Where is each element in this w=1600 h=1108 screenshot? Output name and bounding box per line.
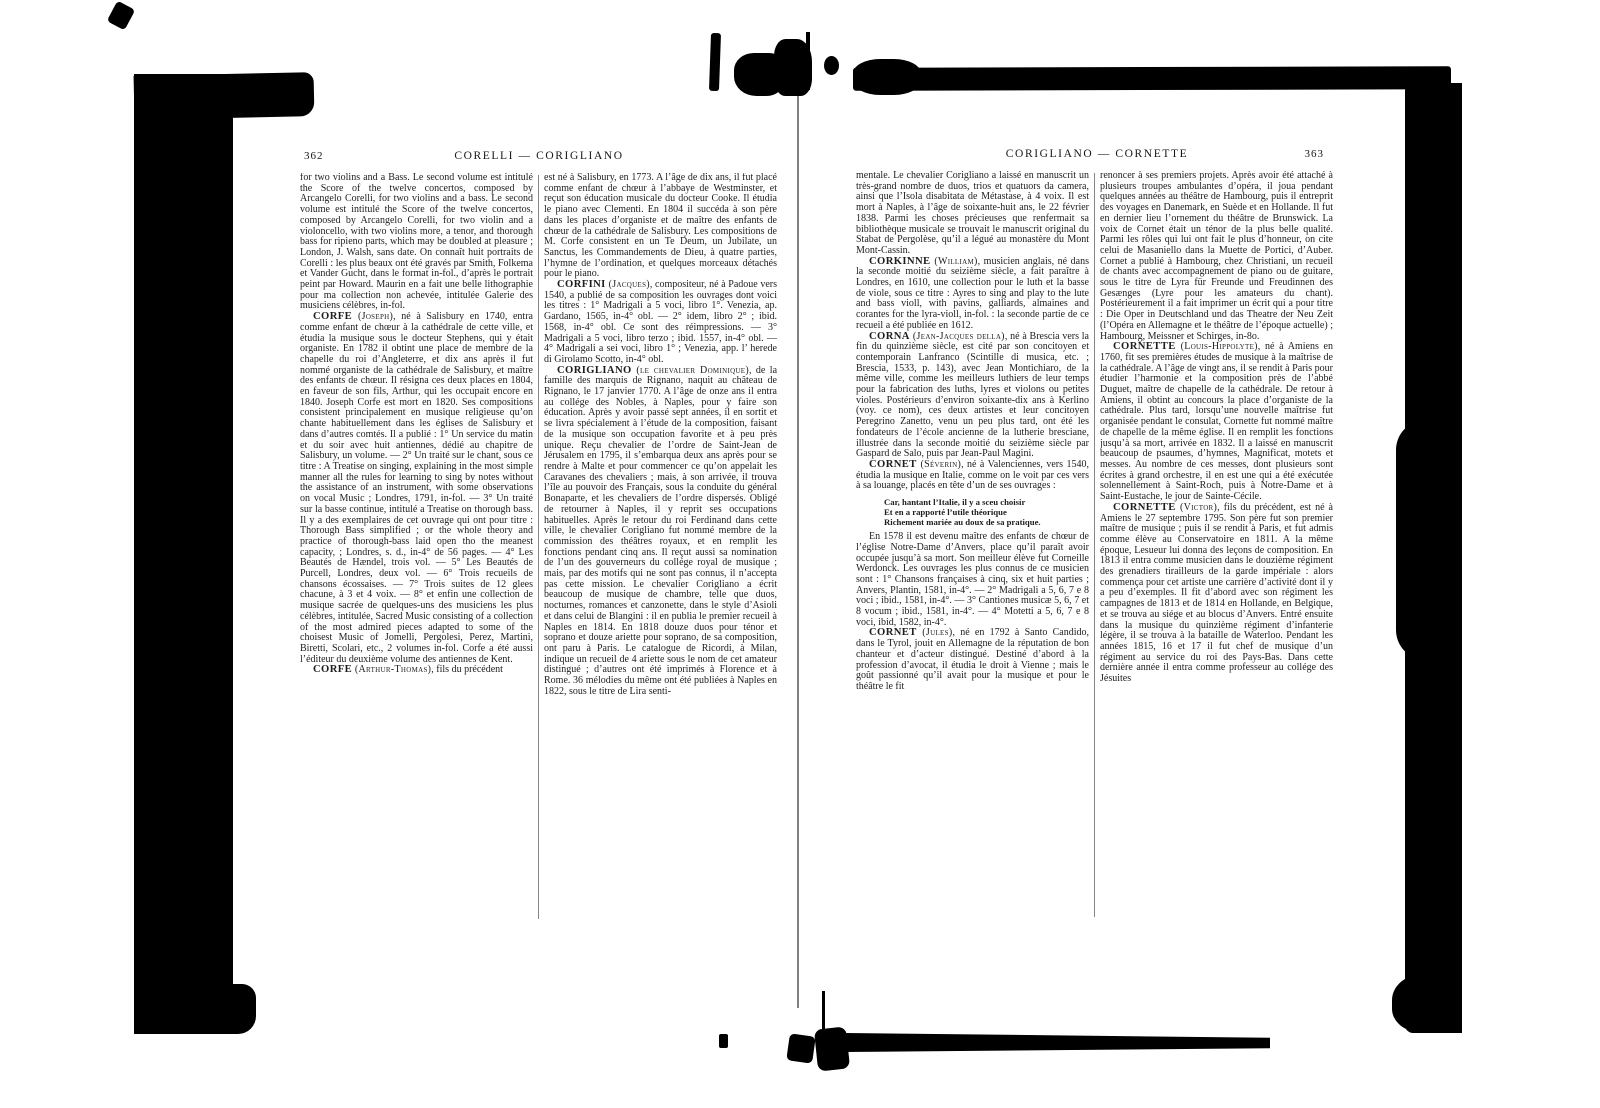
- scan-artifact-spine-top-dot: [824, 56, 839, 75]
- column-rule: [538, 175, 539, 919]
- entry-paragraph: [300, 665, 533, 676]
- entry-text: , né à Valenciennes, vers 1540, étudia la musique en Italie, comme on le voit par ces vers à sa louange, placés en tête d’un de ses ouvrages :: [856, 458, 1089, 492]
- entry-given-name: (Séverin): [916, 458, 962, 470]
- continuation-paragraph: [1100, 171, 1333, 342]
- paragraph-text: En 1578 il est devenu maître des enfants de chœur de l’église Notre-Dame d’Anvers, place qu’il paraît avoir occupée jusqu’à sa mort. Son meilleur élève fut Corneille Werdonck. Les ouvrages les plus connus de ce musicien sont : 1° Chansons françaises à cinq, six et huit parties ; Anvers, Plantin, 1581, in-4°. — 2° Madrigali a 5, 6, 7 e 8 voci ; ibid., 1581, in-4°. — 3° Cantiones musicæ 5, 6, 7 et 8 vocum ; ibid., 1581, in-4°. — 4° Motetti a 5, 6, 7 e 8 voci, ibid, 1582, in-4°.: [856, 531, 1089, 628]
- paragraph-text: for two violins and a Bass. Le second volume est intitulé the Score of the twelve concertos, composed by Arcangelo Corelli, for two violins and a bass. Le second volume est intitulé the Score of the twelve concertos, composed by Arcangelo Corelli, for two violin and a violoncello, with two violins more, a tenor, and thorough bass for ripieno parts, which may be doubled at pleasure ; London, J. Walsh, sans date. On connaît huit portraits de Corelli : les plus beaux ont été gravés par Smith, Folkema et Vander Gucht, dans le format in-fol., d’après le portrait peint par Howard. Maurin en a fait une belle lithographie pour ma collection non achevée, intitulée Galerie des musiciens célèbres, in-fol.: [300, 173, 533, 312]
- entry-given-name: (Jean-Jacques della): [909, 330, 1005, 342]
- text-column: [300, 173, 533, 925]
- entry-given-name: (William): [930, 255, 978, 267]
- entry-text: , compositeur, né à Padoue vers 1540, a publié de sa composition les ouvrages dont voici les titres : 1° Madrigali a 5 voci, libro 1°. Venezia, ap. Gardano, 1565, in-4° obl. — 2° idem, libro 2° ; ibid. 1568, in-4° obl. Ce sont des réimpressions. — 3° Madrigali a 5 voci, libro terzo ; ibid. 1557, in-4° obl. — 4° Madrigali a sei voci, libro 1° ; Venezia, app. l’ herede di Girolamo Scotto, in-4° obl.: [544, 279, 777, 365]
- scan-artifact-spine-top-line: [806, 32, 810, 90]
- entry-surname: CORFINI: [557, 279, 606, 291]
- scan-artifact-left-bottom-bump: [134, 984, 256, 1034]
- entry-given-name: (Joseph): [352, 311, 394, 323]
- entry-given-name: (Victor): [1175, 501, 1218, 513]
- entry-surname: CORFE: [313, 664, 353, 676]
- scan-artifact-bottom-mark-small: [719, 1034, 728, 1048]
- entry-paragraph: [300, 312, 533, 665]
- verse-line: Et en a rapporté l’utile théorique: [884, 507, 1007, 518]
- scan-artifact-top-right-bump: [853, 59, 921, 95]
- entry-surname: CORNET: [869, 458, 917, 470]
- scan-artifact-spine-top-stroke: [709, 33, 721, 91]
- continuation-paragraph: [300, 173, 533, 312]
- entry-text: , né à Salisbury en 1740, entra comme enfant de chœur à la cathédrale de cette ville, et étudia la musique sous le docteur Stephens, qui y était organiste. En 1782 il obtint une place de membre de la chapelle du roi d’Angleterre, et dix ans après il fut nommé organiste de la cathédrale de Salisbury, et maître des enfants de chœur. Il résigna ces deux places en 1804, en faveur de son fils, Arthur, qui les occupait encore en 1840. Joseph Corfe est mort en 1820. Ses compositions consistent principalement en musique religieuse qu’on chante habituellement dans les églises de Salisbury et dans d’autres comtés. Il a publié : 1° Un service du matin et du soir avec huit antiennes, dédié au chapitre de Salisbury, un volume. — 2° Un traité sur le chant, sous ce titre : A Treatise on singing, explaining in the most simple manner all the rules for learning to sing by notes without the assistance of an instrument, with some observations on vocal Music ; Londres, 1791, in-fol. — 3° Un traité sur la basse continue, intitulé a Treatise on thorough bass. Il y a des exemplaires de cet ouvrage qui ont pour titre : Thorough Bass simplified ; or the whole theory and practice of thorough-bass laid open tho the meanest capacity, ; Londres, s. d., in-4° de 56 pages. — 4° Les Beautés de Hændel, trois vol. — 5° Les Beautés de Purcell, Londres, deux vol. — 6° Trois recueils de chansons écossaises. — 7° Trois suites de 12 glees chacune, à 3 et 4 voix. — 8° et enfin une collection de musique sacrée de quelques-uns des musiciens les plus célèbres, intitulée, Sacred Music consisting of a collection of the most admired pieces adapted to some of the choisest Music of Jomelli, Pergolesi, Perez, Martini, Biretti, Scolari, etc., 2 volumes in-fol. Corfe a été aussi l’éditeur du deuxième volume des antiennes de Kent.: [300, 311, 533, 665]
- entry-surname: CORKINNE: [869, 255, 931, 267]
- scan-artifact-bottom-band: [845, 1033, 1270, 1052]
- page-header: [856, 148, 1338, 164]
- entry-paragraph: [1100, 342, 1333, 503]
- entry-surname: CORNET: [869, 627, 917, 639]
- running-title: CORELLI — CORIGLIANO: [454, 150, 624, 162]
- text-column: [544, 173, 777, 925]
- running-title: CORIGLIANO — CORNETTE: [1005, 148, 1189, 160]
- verse-quote: [884, 497, 1089, 527]
- page-number: 362: [304, 150, 324, 162]
- entry-given-name: (le chevalier Dominique): [631, 364, 749, 376]
- entry-paragraph: [1100, 503, 1333, 685]
- entry-text: , né en 1792 à Santo Candido, dans le Tyrol, jouit en Allemagne de la réputation de bon chanteur et d’acteur distingué. Destiné d’abord à la profession d’avocat, il étudia le droit à Vienne ; mais le goût passionné qu’il avait pour la musique et pour le théâtre le fit: [856, 627, 1089, 692]
- entry-paragraph: [544, 280, 777, 366]
- paragraph-text: mentale. Le chevalier Corigliano a laissé en manuscrit un très-grand nombre de duos, trios et quatuors da camera, ainsi que l’Isola disabitata de Métastase, à 4 voix. Il est mort à Naples, à l’âge de soixante-huit ans, le 22 février 1838. Parmi les choses précieuses que renfermait sa bibliothèque musicale se trouvait le manuscrit original du Stabat de Pergolèse, qu’il a légué au monastère du Mont Mont-Cassin.: [856, 171, 1089, 256]
- paragraph-text: renoncer à ses premiers projets. Après avoir été attaché à plusieurs troupes ambulantes d’opéra, il joua pendant quelques années au théâtre de Hambourg, puis il entreprit des voyages en Danemark, en Suède et en Hollande. Il fut en dernier lieu l’ornement du théâtre de Brunswick. La voix de Cornet était un ténor de la plus belle qualité. Parmi les rôles qui lui ont fait le plus d’honneur, on cite celui de Masaniello dans la Muette de Portici, d’Auber. Cornet a publié à Hambourg, chez Christiani, un recueil de chants avec accompagnement de piano ou de guitare, sous le titre de Lyra für Freunde und Freudinnen des Gesænges (Lyre pour les amateurs du chant). Postérieurement il a fait imprimer un écrit qui a pour titre : Die Oper in Deutschland und das Theatre der Neu Zeit (l’Opéra en Allemagne et le théâtre de l’époque actuelle) ; Hambourg, Meissner et Schirges, in-8o.: [1100, 171, 1333, 342]
- entry-surname: CORIGLIANO: [557, 364, 632, 376]
- entry-paragraph: [856, 628, 1089, 692]
- column-rule: [1094, 173, 1095, 917]
- entry-text: , de la famille des marquis de Rignano, naquit au château de Rignano, le 17 janvier 1770. A l’âge de onze ans il entra au collége des Nobles, à Naples, pour y faire son éducation. Après y avoir passé sept années, il en sortit et se livra spécialement à l’étude de la composition, faisant de la musique son occupation favorite et à peu près unique. Reçu chevalier de l’ordre de Saint-Jean de Jérusalem en 1795, il s’embarqua deux ans après pour se rendre à Malte et pour commencer ce qu’on appelait les Caravanes des chevaliers ; mais, à son arrivée, il trouva l’île au pouvoir des Français, sous la conduite du général Bonaparte, et les chevaliers de l’ordre dispersés. Obligé de retourner à Naples, il y reprit ses occupations habituelles. Après le retour du roi Ferdinand dans cette ville, le chevalier Corigliano fut nommé membre de la commission des théâtres royaux, et en remplit les fonctions pendant cinq ans. Il reçut aussi sa nomination de l’un des gouverneurs du collége royal de musique ; mais, par des motifs qui ne sont pas connus, il n’accepta pas cette mission. Le chevalier Corigliano a écrit beaucoup de musique de chambre, telle que duos, nocturnes, romances et canzonette, dans le style d’Asioli et dans celui de Blangini : il en publia le premier recueil à Naples en 1814. En 1818 douze duos pour ténor et soprano et douze ariette pour soprano, de sa composition, ont paru à Paris. Le catalogue de Ricordi, à Milan, indique un recueil de 4 ariette sous le nom de cet amateur distingué ; d’autres ont été imprimés à Florence et à Rome. 36 mélodies du même ont été publiées à Naples en 1822, sous le titre de Lira senti-: [544, 364, 777, 697]
- entry-text: , né à Brescia vers la fin du quinzième siècle, est cité par son concitoyen et contemporain Lanfranco (Scintille di musica, etc. ; Brescia, 1533, p. 143), avec Jean Montichiaro, de la même ville, comme les meilleurs luthiers de leur temps pour la fabrication des luths, lyres et violons ou petites violes. Postérieurs d’environ soixante-dix ans à Kerlino (voy. ce nom), ces deux artistes et leur concitoyen Peregrino Zanetto, venu un peu plus tard, ont été les fondateurs de l’école ancienne de la lutherie bresciane, illustrée dans la seconde moitié du seizième siècle par Gaspard de Salo, puis par Jean-Paul Magini.: [856, 330, 1089, 460]
- entry-given-name: (Louis-Hippolyte): [1175, 341, 1258, 353]
- text-column: [856, 171, 1089, 923]
- entry-text: , fils du précédent: [431, 664, 503, 676]
- scan-artifact-bottom-blob-1: [786, 1033, 816, 1063]
- continuation-paragraph: [544, 173, 777, 280]
- entry-text: , né à Amiens en 1760, fit ses premières études de musique à la maîtrise de la cathédrale. A l’âge de vingt ans, il se rendit à Paris pour étudier l’harmonie et la composition près de l’abbé Duguet, maître de chapelle de la cathédrale. De retour à Amiens, il obtint au concours la place d’organiste de la cathédrale. Plus tard, lorsqu’une nouvelle maîtrise fut organisée pendant le consulat, Cornette fut nommé maître de chapelle de la même église. Il en remplit les fonctions jusqu’à sa mort, arrivée en 1832. Il a laissé en manuscrit beaucoup de psaumes, d’hymnes, Magnificat, motets et messes. Au nombre de ces messes, dont plusieurs sont écrites à grand orchestre, il en est une qui a été exécutée solennellement à Saint-Roch, puis à Notre-Dame et à Saint-Eustache, le jour de Sainte-Cécile.: [1100, 341, 1333, 503]
- text-column: [1100, 171, 1333, 923]
- scan-artifact-top-left-mark: [107, 1, 135, 31]
- entry-paragraph: [544, 366, 777, 698]
- entry-paragraph: [856, 460, 1089, 492]
- entry-surname: CORFE: [313, 311, 353, 323]
- continuation-paragraph: [856, 171, 1089, 257]
- page-number: 363: [1304, 148, 1324, 160]
- page-right: [856, 148, 1338, 923]
- entry-given-name: (Arthur-Thomas): [352, 664, 432, 676]
- body-paragraph: [856, 532, 1089, 628]
- entry-text: , fils du précédent, est né à Amiens le 27 septembre 1795. Son père fut son premier maître de musique ; puis il se rendit à Paris, et fut admis comme élève au Conservatoire en 1811. A la même époque, Lesueur lui donna des leçons de composition. En 1813 il entra comme musicien dans le douzième régiment des grenadiers tirailleurs de la garde impériale : alors commença pour cet artiste une carrière d’activité dont il y a peu d’exemples. Il fit d’abord avec son régiment les campagnes de 1813 et de 1814 en Hollande, en Belgique, et se trouva au siége et au blocus d’Anvers. Entré ensuite dans la musique du quinzième régiment d’infanterie légère, il se trouva à la bataille de Waterloo. Pendant les années 1815, 16 et 17 il fut chef de musique d’un régiment au service du roi des Pays-Bas. Dans cette dernière année il entra comme professeur au collége des Jésuites: [1100, 501, 1333, 685]
- scan-artifact-bottom-blob-2: [814, 1026, 850, 1071]
- scan-artifact-top-right-bar: [853, 66, 1451, 91]
- entry-paragraph: [856, 332, 1089, 460]
- verse-line: Richement mariée au doux de sa pratique.: [884, 517, 1041, 528]
- entry-surname: CORNA: [869, 330, 910, 342]
- verse-line: Car, hantant l’Italie, il y a sceu choisir: [884, 497, 1026, 508]
- entry-text: , musicien anglais, né dans la seconde moitié du seizième siècle, a fait paraître à Londres, en 1610, une collection pour le luth et la basse de viole, sous ce titre : Ayres to sing and play to the lute and bass violl, with pavins, galliards, almaines and corantes for the lyra-violl, in-fol. : la seconde partie de ce recueil a été publiée en 1612.: [856, 255, 1089, 331]
- entry-surname: CORNETTE: [1113, 341, 1176, 353]
- scan-artifact-right-mid-bump: [1396, 420, 1462, 660]
- paragraph-text: est né à Salisbury, en 1773. A l’âge de dix ans, il fut placé comme enfant de chœur à l’abbaye de Westminster, et reçut son éducation musicale du docteur Cooke. Il étudia le piano avec Clementi. En 1804 il succéda à son père dans les places d’organiste et de maître des enfants de chœur de la cathédrale de Salisbury. Les compositions de M. Corfe consistent en un Te Deum, un Jubilate, un Sanctus, les Commandements de Dieu, à quatre parties, l’hymne de l’ordination, et quelques morceaux détachés pour le piano.: [544, 173, 777, 280]
- page-header: [300, 150, 778, 166]
- entry-paragraph: [856, 257, 1089, 332]
- page-left: [300, 150, 778, 925]
- entry-given-name: (Jules): [916, 627, 953, 639]
- scan-artifact-right-bottom-blob: [1392, 974, 1462, 1032]
- scan-artifact-left-band: [134, 74, 233, 1034]
- entry-surname: CORNETTE: [1113, 501, 1176, 513]
- entry-given-name: (Jacques): [605, 279, 650, 291]
- scan-artifact-gutter-shadow: [797, 96, 799, 1008]
